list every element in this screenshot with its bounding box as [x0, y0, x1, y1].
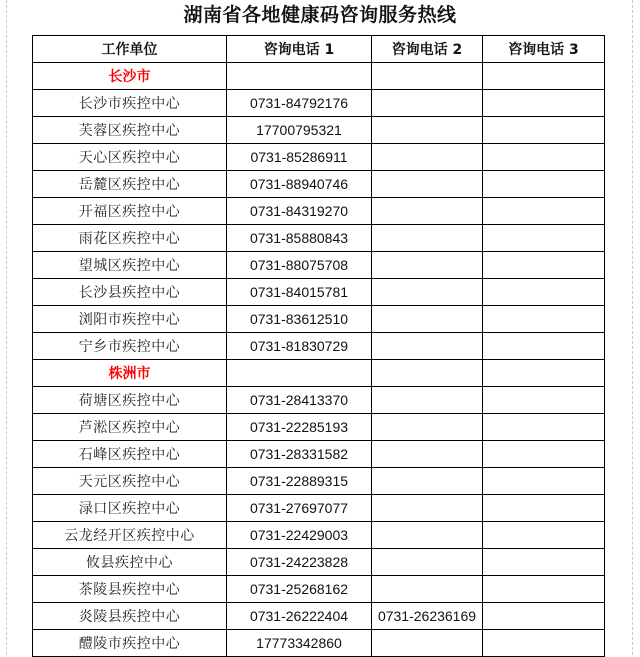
work-unit-cell: 醴陵市疾控中心	[33, 630, 227, 657]
work-unit-cell: 攸县疾控中心	[33, 549, 227, 576]
work-unit-cell: 天元区疾控中心	[33, 468, 227, 495]
header-phone-2: 咨询电话 2	[372, 36, 483, 63]
city-heading: 长沙市	[33, 63, 227, 90]
phone-2-cell	[372, 279, 483, 306]
table-row	[33, 279, 605, 306]
phone-1-cell: 0731-28413370	[227, 387, 372, 414]
phone-3-cell	[483, 144, 605, 171]
header-row	[33, 36, 605, 63]
phone-1-cell: 0731-85286911	[227, 144, 372, 171]
work-unit-cell: 天心区疾控中心	[33, 144, 227, 171]
phone-1-cell: 0731-26222404	[227, 603, 372, 630]
work-unit-cell: 岳麓区疾控中心	[33, 171, 227, 198]
work-unit-cell: 芦淞区疾控中心	[33, 414, 227, 441]
work-unit-cell: 宁乡市疾控中心	[33, 333, 227, 360]
city-section-row	[33, 63, 605, 90]
phone-2-cell	[372, 117, 483, 144]
phone-2-cell	[372, 414, 483, 441]
table-row	[33, 630, 605, 657]
table-body	[33, 63, 605, 657]
phone-2-cell	[372, 522, 483, 549]
table-row	[33, 144, 605, 171]
phone-3-cell	[483, 522, 605, 549]
table-row	[33, 414, 605, 441]
phone-3-cell	[483, 225, 605, 252]
work-unit-cell: 芙蓉区疾控中心	[33, 117, 227, 144]
header-work-unit: 工作单位	[33, 36, 227, 63]
phone-2-cell	[372, 333, 483, 360]
phone-3-cell	[483, 441, 605, 468]
work-unit-cell: 浏阳市疾控中心	[33, 306, 227, 333]
phone-1-cell: 0731-88940746	[227, 171, 372, 198]
phone-2-cell	[372, 387, 483, 414]
phone-3-cell	[483, 198, 605, 225]
work-unit-cell: 望城区疾控中心	[33, 252, 227, 279]
document-title: 湖南省各地健康码咨询服务热线	[183, 4, 457, 26]
phone-3-cell	[483, 279, 605, 306]
table-row	[33, 387, 605, 414]
phone-1-cell: 17773342860	[227, 630, 372, 657]
phone-2-cell	[372, 441, 483, 468]
table-row	[33, 468, 605, 495]
phone-2-cell	[372, 468, 483, 495]
phone-2-cell	[372, 630, 483, 657]
phone-2-cell	[372, 90, 483, 117]
table-row	[33, 306, 605, 333]
hotline-table	[32, 35, 605, 657]
table-row	[33, 225, 605, 252]
table-row	[33, 252, 605, 279]
phone-2-cell	[372, 495, 483, 522]
phone-1-cell: 0731-28331582	[227, 441, 372, 468]
phone-3-cell	[483, 495, 605, 522]
phone-3-cell	[483, 603, 605, 630]
empty-cell	[227, 63, 372, 90]
phone-2-cell	[372, 144, 483, 171]
phone-1-cell: 0731-27697077	[227, 495, 372, 522]
work-unit-cell: 长沙市疾控中心	[33, 90, 227, 117]
phone-2-cell	[372, 198, 483, 225]
phone-1-cell: 0731-22285193	[227, 414, 372, 441]
phone-1-cell: 0731-88075708	[227, 252, 372, 279]
phone-1-cell: 0731-84319270	[227, 198, 372, 225]
phone-2-cell	[372, 549, 483, 576]
phone-2-cell	[372, 252, 483, 279]
work-unit-cell: 长沙县疾控中心	[33, 279, 227, 306]
table-row	[33, 333, 605, 360]
phone-1-cell: 0731-84792176	[227, 90, 372, 117]
phone-3-cell	[483, 414, 605, 441]
city-heading: 株洲市	[33, 360, 227, 387]
phone-1-cell: 0731-81830729	[227, 333, 372, 360]
header-phone-3: 咨询电话 3	[483, 36, 605, 63]
empty-cell	[372, 63, 483, 90]
phone-2-cell: 0731-26236169	[372, 603, 483, 630]
phone-3-cell	[483, 306, 605, 333]
phone-2-cell	[372, 171, 483, 198]
phone-3-cell	[483, 252, 605, 279]
phone-1-cell: 0731-25268162	[227, 576, 372, 603]
phone-2-cell	[372, 225, 483, 252]
empty-cell	[227, 360, 372, 387]
work-unit-cell: 雨花区疾控中心	[33, 225, 227, 252]
phone-1-cell: 17700795321	[227, 117, 372, 144]
table-row	[33, 441, 605, 468]
table-row	[33, 117, 605, 144]
phone-1-cell: 0731-22889315	[227, 468, 372, 495]
phone-1-cell: 0731-22429003	[227, 522, 372, 549]
page-edge-right	[632, 0, 633, 655]
phone-2-cell	[372, 576, 483, 603]
table-row	[33, 603, 605, 630]
phone-3-cell	[483, 387, 605, 414]
phone-3-cell	[483, 333, 605, 360]
table-row	[33, 522, 605, 549]
phone-2-cell	[372, 306, 483, 333]
page-edge-left	[6, 0, 7, 655]
phone-3-cell	[483, 468, 605, 495]
phone-3-cell	[483, 90, 605, 117]
phone-1-cell: 0731-84015781	[227, 279, 372, 306]
phone-1-cell: 0731-85880843	[227, 225, 372, 252]
header-phone-1: 咨询电话 1	[227, 36, 372, 63]
table-row	[33, 198, 605, 225]
phone-1-cell: 0731-83612510	[227, 306, 372, 333]
table-row	[33, 576, 605, 603]
empty-cell	[483, 360, 605, 387]
table-row	[33, 495, 605, 522]
phone-3-cell	[483, 630, 605, 657]
work-unit-cell: 云龙经开区疾控中心	[33, 522, 227, 549]
work-unit-cell: 炎陵县疾控中心	[33, 603, 227, 630]
work-unit-cell: 石峰区疾控中心	[33, 441, 227, 468]
phone-3-cell	[483, 576, 605, 603]
city-section-row	[33, 360, 605, 387]
phone-3-cell	[483, 549, 605, 576]
work-unit-cell: 荷塘区疾控中心	[33, 387, 227, 414]
table-row	[33, 549, 605, 576]
phone-1-cell: 0731-24223828	[227, 549, 372, 576]
empty-cell	[483, 63, 605, 90]
table-row	[33, 171, 605, 198]
work-unit-cell: 渌口区疾控中心	[33, 495, 227, 522]
phone-3-cell	[483, 171, 605, 198]
work-unit-cell: 茶陵县疾控中心	[33, 576, 227, 603]
work-unit-cell: 开福区疾控中心	[33, 198, 227, 225]
phone-3-cell	[483, 117, 605, 144]
empty-cell	[372, 360, 483, 387]
table-row	[33, 90, 605, 117]
